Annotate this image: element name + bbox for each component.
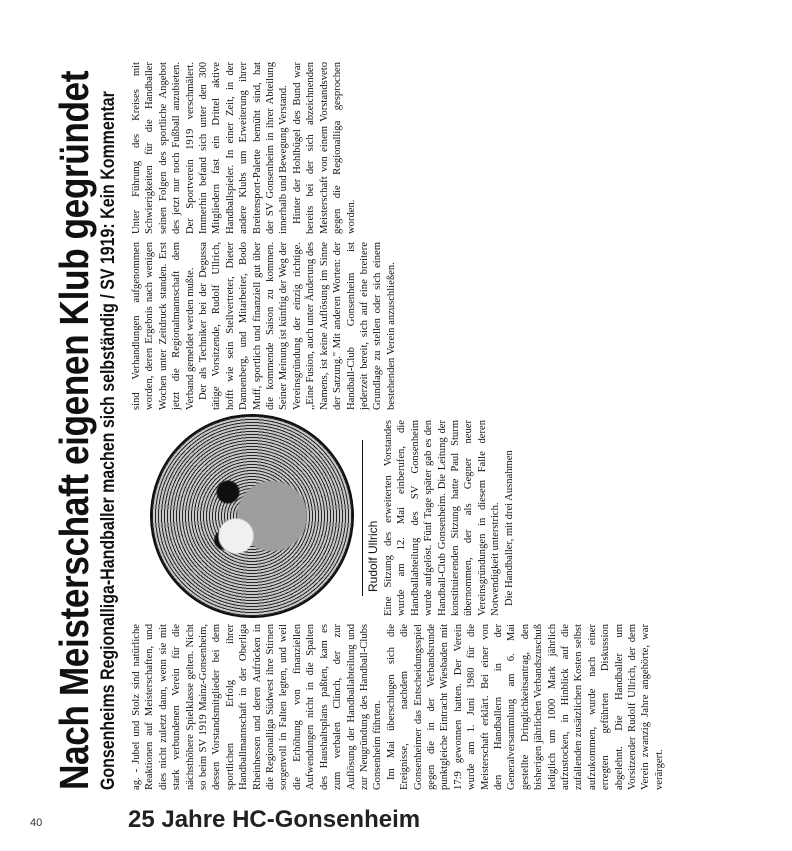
newspaper-clipping (51, 56, 792, 790)
article-column-4 (130, 62, 542, 234)
footer-title: 25 Jahre HC-Gonsenheim (128, 806, 421, 833)
page-number: 40 (30, 817, 43, 829)
article-column-1 (130, 624, 665, 790)
photo-caption: Rudolf Ullrich (366, 520, 380, 592)
portrait-photo (132, 420, 380, 616)
article-column-2 (382, 420, 542, 616)
paragraph: Der als Techniker bei der Degussa tätige Vorsitzende, Rudolf Ullrich, hofft wie sein Stellvertreter, Dieter Dannenberg, und Mitarbeiter, Bodo Muff, sportlich und finanziell gut über die kommende Saison zu kommen. Seiner Meinung ist künftig der Weg der Vereinsgründung der einzig richtige. ,,Eine Fusion, auch unter Änderung des Namens, ist keine Auflösung im Sinne der Satzung." Mit anderen Worten: der Handball-Club Gonsenheim ist jederzeit bereit, sich auf eine breitere Grundlage zu stellen oder sich einem bestehenden Verein anzuschließen. (198, 242, 397, 410)
paragraph: ag. - Jubel und Stolz sind natürliche Reaktionen auf Meisterschaften, und dies nicht zuletzt dann, wenn sie mit stark verbundenen Verein für die nächsthöhere Spielklasse gelten. Nicht so beim SV 1919 Mainz-Gonsenheim, dessen Vorstandsmitglieder bei dem sportlichen Erfolg ihrer Handballmannschaft in der Oberliga Rheinhessen und deren Aufrücken in die Regionalliga Südwest ihre Stirnen sorgenvoll in Falten legten, und weil die Erhöhung von finanziellen Aufwendungen nicht in die Spalten des Haushaltsplans paßten, kam es zum verbalen Clinch, der zur Auflösung der Handballabteilung und zur Neugründung des Handball-Clubs Gonsenheim führten. (131, 624, 384, 790)
paragraph: Unter Führung des Kreises mit Schwierigkeiten für die Handballer seinen Folgen des sportliche Angebot des jetzt nur noch Fußball anzubieten. Der Sportverein 1919 verschmälert. Immerhin befand sich unter den 300 Mitgliedern fast ein Drittel aktive Handballspieler. In einer Zeit, in der andere Klubs um Erweiterung ihrer Breitensport-Palette bemüht sind, hat der SV Gonsenheim in ihrer Abteilung innerhalb und Bewegung Verstand. (131, 62, 290, 234)
paragraph: Im Mai überschlugen sich die Ereignisse, nachdem die Gonsenheimer das Entscheidungsspiel gegen die in der Verbandsrunde punktgleiche Eintracht Wiesbaden mit 17:9 gewonnen hatten. Der Verein wurde am 1. Juni 1980 für die Meisterschaft erklärt. Bei einer von den Handballern in der Generalversammlung am 6. Mai gestellte Dringlichkeitsantrag, den bisherigen jährlichen Verbandszuschuß lediglich um 1000 Mark jährlich aufzustocken, in Hinblick auf die zufallenden zusätzlichen Kosten selbst aufzukommen, wurde nach einer erregten geführten Diskussion abgelehnt. Die Handballer um Vorsitzender Rudolf Ullrich, der dem Verein zwanzig Jahre angehörte, war verärgert. (385, 624, 665, 790)
paragraph: Hinter der Hohlbügel des Bund war bereits bei der sich abzeichnenden Meisterschaft von einem Vorstandsveto gegen die Regionalliga gesprochen worden. (291, 62, 357, 234)
article-headline: Nach Meisterschaft eigenen Klub gegründet (51, 70, 97, 790)
caption-rule (362, 440, 363, 596)
photo-image (150, 414, 354, 618)
article-subline: Gonsenheims Regionalliga-Handballer machen sich selbständig / SV 1919: Kein Kommentar (98, 91, 119, 790)
clipping-rotated-content (51, 56, 665, 796)
article-column-3 (130, 242, 542, 410)
paragraph: sind Verhandlungen aufgenommen worden, deren Ergebnis nach wenigen Wochen unter Zeitdruck standen. Erst jetzt die Regionalmannschaft dem Verband gemeldet werden mußte. (131, 242, 196, 410)
paragraph: Die Handballer, mit drei Ausnahmen (503, 450, 515, 606)
paragraph: Eine Sitzung des erweiterten Vorstandes wurde am 12. Mai einberufen, die Handballabteilung des SV Gonsenheim wurde aufgelöst. Fünf Tage später gab es den Handball-Club Gonsenheim. Die Leitung der konstituierenden Sitzung hatte Paul Sturm übernommen, der als Gegner neuer Vereinsgründungen in diesem Falle deren Notwendigkeit unterstrich. (383, 420, 502, 616)
